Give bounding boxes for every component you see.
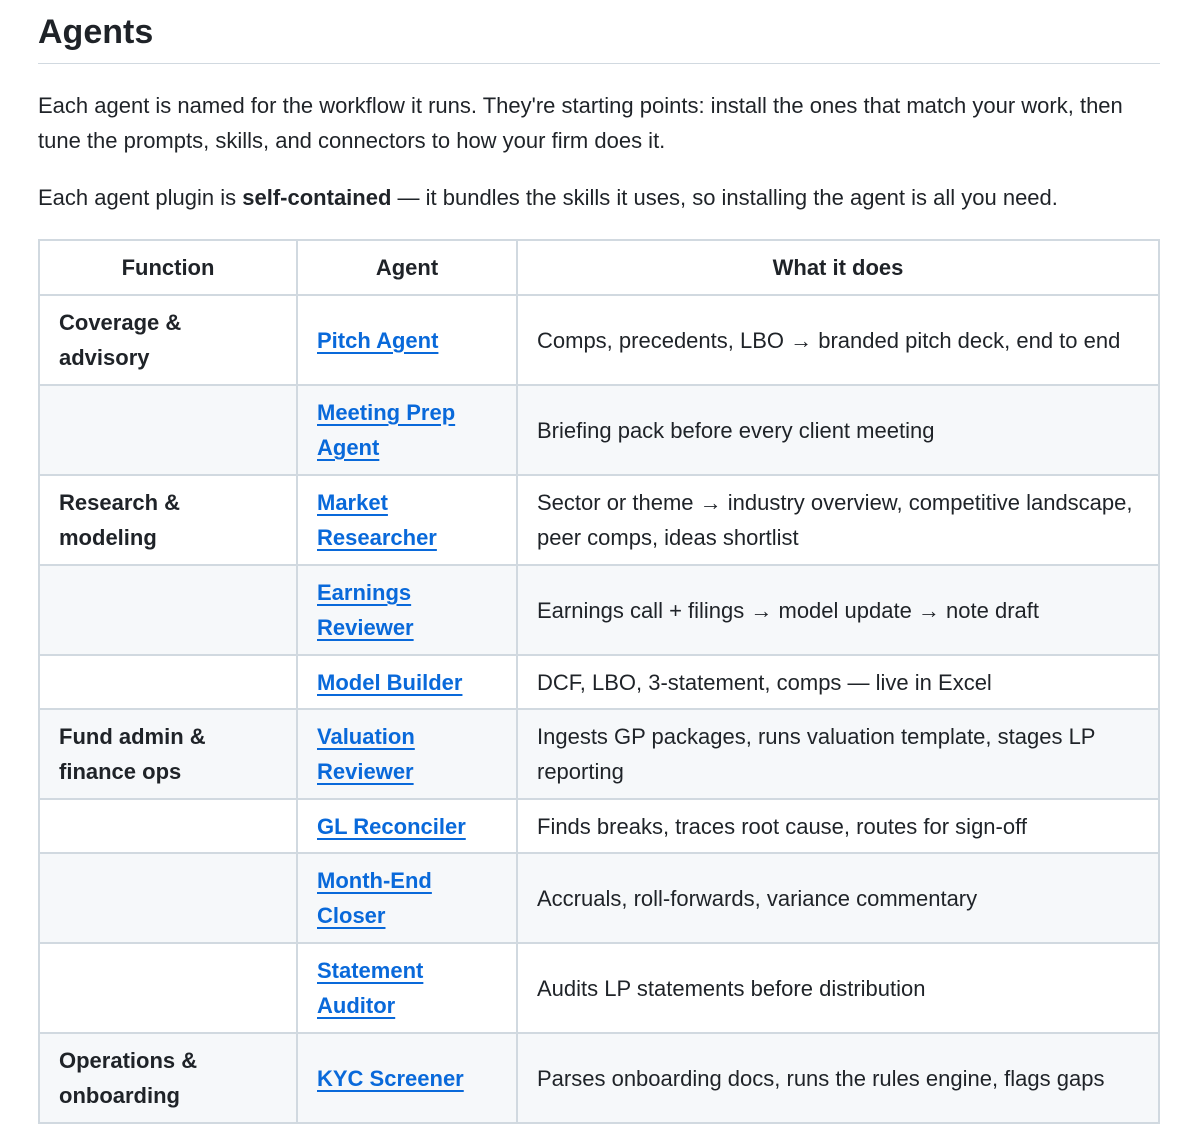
agent-link-kyc-screener[interactable]: KYC Screener	[317, 1065, 464, 1091]
section-heading: Agents	[38, 0, 1160, 64]
agent-link-pitch-agent[interactable]: Pitch Agent	[317, 327, 439, 353]
table-row	[39, 565, 1159, 655]
function-cell	[39, 385, 297, 475]
note-text-before: Each agent plugin is	[38, 185, 243, 210]
description-cell: Earnings call + filings → model update → note draft	[517, 565, 1159, 655]
description-cell: DCF, LBO, 3-statement, comps — live in Excel	[517, 655, 1159, 709]
agent-cell	[297, 799, 517, 853]
table-row	[39, 709, 1159, 799]
description-cell: Briefing pack before every client meeting	[517, 385, 1159, 475]
column-header-what-it-does: What it does	[517, 240, 1159, 295]
agent-link-earnings-reviewer[interactable]: Earnings Reviewer	[317, 580, 414, 640]
agent-cell	[297, 853, 517, 943]
function-cell	[39, 799, 297, 853]
function-cell	[39, 565, 297, 655]
description-cell: Sector or theme → industry overview, competitive landscape, peer comps, ideas shortlist	[517, 475, 1159, 565]
agent-cell	[297, 1033, 517, 1123]
column-header-function: Function	[39, 240, 297, 295]
agent-cell	[297, 385, 517, 475]
description-cell: Finds breaks, traces root cause, routes for sign-off	[517, 799, 1159, 853]
description-cell: Comps, precedents, LBO → branded pitch deck, end to end	[517, 295, 1159, 385]
description-cell: Accruals, roll-forwards, variance commentary	[517, 853, 1159, 943]
function-cell: Coverage & advisory	[39, 295, 297, 385]
agent-cell	[297, 295, 517, 385]
note-text-after: — it bundles the skills it uses, so installing the agent is all you need.	[391, 185, 1058, 210]
note-bold-text: self-contained	[242, 185, 392, 210]
agent-cell	[297, 655, 517, 709]
agent-cell	[297, 709, 517, 799]
agent-link-meeting-prep-agent[interactable]: Meeting Prep Agent	[317, 400, 456, 460]
agents-table	[38, 239, 1160, 1124]
function-cell: Research & modeling	[39, 475, 297, 565]
function-cell	[39, 655, 297, 709]
function-cell	[39, 943, 297, 1033]
agent-link-market-researcher[interactable]: Market Researcher	[317, 490, 437, 550]
table-row	[39, 295, 1159, 385]
description-cell: Audits LP statements before distribution	[517, 943, 1159, 1033]
table-row	[39, 1033, 1159, 1123]
agent-link-month-end-closer[interactable]: Month-End Closer	[317, 868, 432, 928]
agent-cell	[297, 565, 517, 655]
agent-cell	[297, 943, 517, 1033]
agent-cell	[297, 475, 517, 565]
table-row	[39, 853, 1159, 943]
function-cell: Fund admin & finance ops	[39, 709, 297, 799]
table-row	[39, 943, 1159, 1033]
agent-link-valuation-reviewer[interactable]: Valuation Reviewer	[317, 724, 415, 784]
function-cell: Operations & onboarding	[39, 1033, 297, 1123]
table-row	[39, 475, 1159, 565]
table-row	[39, 385, 1159, 475]
column-header-agent: Agent	[297, 240, 517, 295]
table-row	[39, 655, 1159, 709]
table-header-row	[39, 240, 1159, 295]
agent-link-model-builder[interactable]: Model Builder	[317, 669, 463, 695]
intro-paragraph: Each agent is named for the workflow it runs. They're starting points: install the ones that match your work, then tune the prompts, skills, and connectors to how your firm does it.	[38, 93, 1123, 153]
note-paragraph	[38, 180, 1160, 215]
agent-link-gl-reconciler[interactable]: GL Reconciler	[317, 813, 466, 839]
description-cell: Ingests GP packages, runs valuation template, stages LP reporting	[517, 709, 1159, 799]
function-cell	[39, 853, 297, 943]
agent-link-statement-auditor[interactable]: Statement Auditor	[317, 958, 424, 1018]
description-cell: Parses onboarding docs, runs the rules engine, flags gaps	[517, 1033, 1159, 1123]
table-row	[39, 799, 1159, 853]
